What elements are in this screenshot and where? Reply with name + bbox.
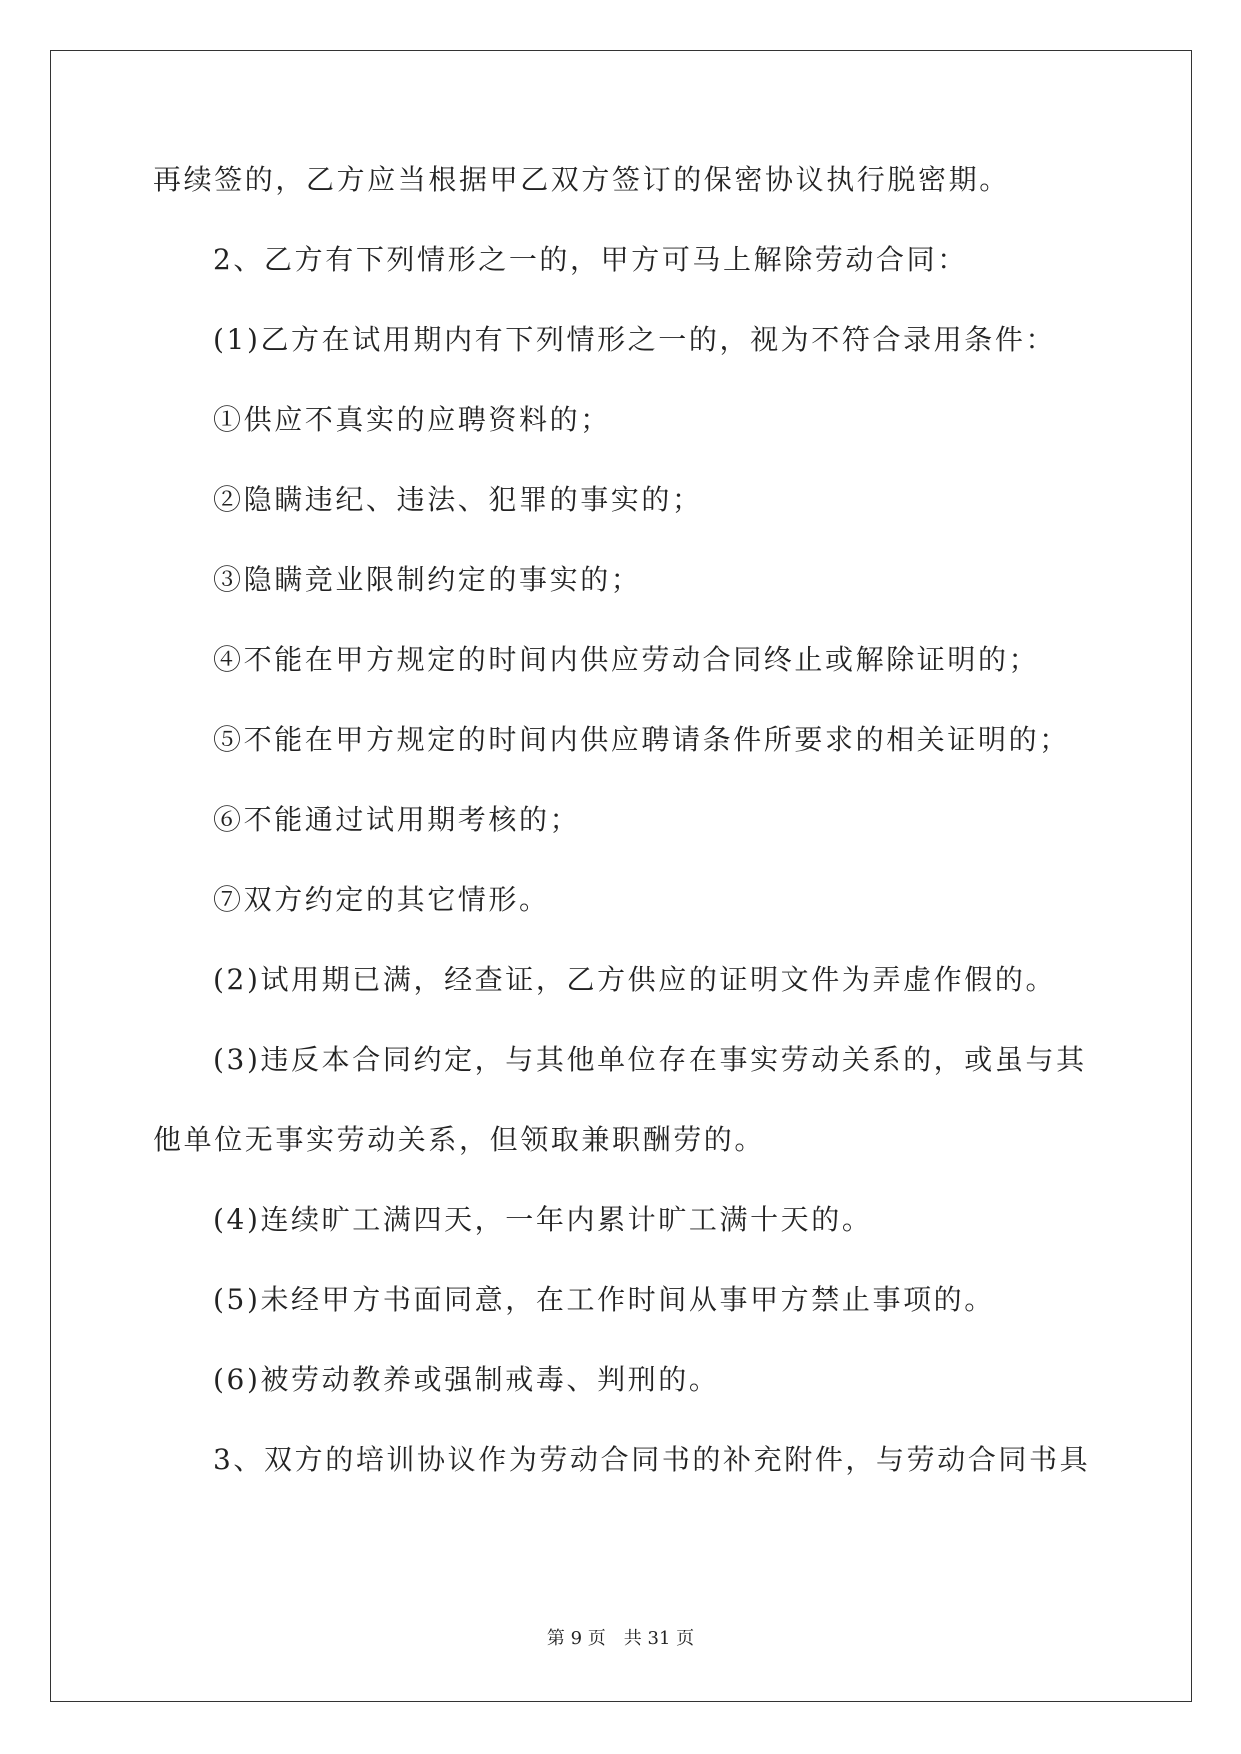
text-line-13: 他单位无事实劳动关系，但领取兼职酬劳的。 [153, 1123, 766, 1156]
page-footer: 第 9 页 共 31 页 [546, 1628, 695, 1649]
text-line-7: ④不能在甲方规定的时间内供应劳动合同终止或解除证明的； [213, 643, 1040, 676]
text-line-6: ③隐瞒竞业限制约定的事实的； [213, 563, 642, 596]
text-line-16: (6)被劳动教养或强制戒毒、判刑的。 [213, 1363, 720, 1396]
text-line-11: (2)试用期已满，经查证，乙方供应的证明文件为弄虚作假的。 [213, 963, 1057, 996]
text-line-3: (1)乙方在试用期内有下列情形之一的，视为不符合录用条件： [213, 323, 1057, 356]
text-line-15: (5)未经甲方书面同意，在工作时间从事甲方禁止事项的。 [213, 1283, 995, 1316]
text-line-12: (3)违反本合同约定，与其他单位存在事实劳动关系的，或虽与其 [213, 1043, 1087, 1076]
text-line-10: ⑦双方约定的其它情形。 [213, 883, 550, 916]
text-line-17: 3、双方的培训协议作为劳动合同书的补充附件，与劳动合同书具 [213, 1443, 1091, 1476]
text-line-1: 再续签的，乙方应当根据甲乙双方签订的保密协议执行脱密期。 [153, 163, 1010, 196]
text-line-5: ②隐瞒违纪、违法、犯罪的事实的； [213, 483, 703, 516]
text-line-14: (4)连续旷工满四天，一年内累计旷工满十天的。 [213, 1203, 873, 1236]
text-line-8: ⑤不能在甲方规定的时间内供应聘请条件所要求的相关证明的； [213, 723, 1070, 756]
text-line-4: ①供应不真实的应聘资料的； [213, 403, 611, 436]
text-line-9: ⑥不能通过试用期考核的； [213, 803, 581, 836]
text-line-2: 2、乙方有下列情形之一的，甲方可马上解除劳动合同： [213, 243, 968, 276]
